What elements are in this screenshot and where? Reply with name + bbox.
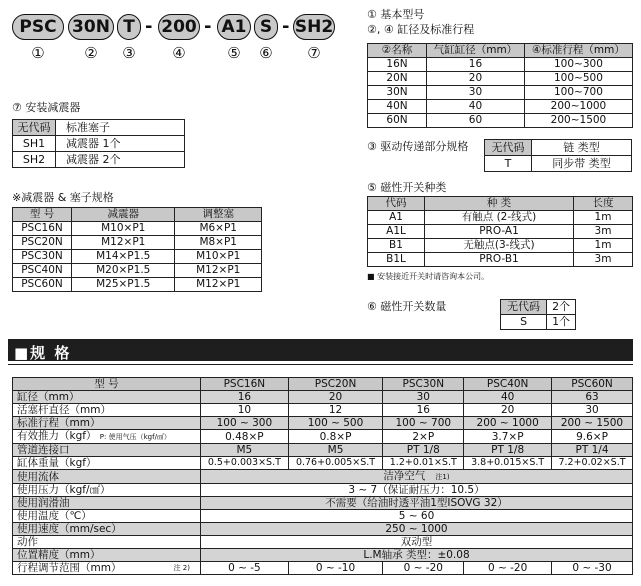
row-label: 使用速度（mm/sec） (13, 523, 201, 536)
cell: 无代码 (13, 120, 56, 136)
cell: 12 (288, 404, 383, 417)
cell: 0.5+0.003×S.T (201, 457, 289, 470)
cell: 0 ~ -20 (464, 562, 552, 575)
row-label: 使用润滑油 (13, 497, 201, 510)
cell: 0.8×P (288, 430, 383, 444)
table-row (368, 100, 633, 114)
code-num: ④ (172, 44, 186, 62)
table-row (13, 457, 633, 470)
cell: 16 (427, 58, 525, 72)
row-label: 动作 (13, 536, 201, 549)
cell: 1个 (547, 315, 576, 330)
row-label: 活塞杆直径（mm） (13, 404, 201, 417)
row-label: 管道连接口 (13, 444, 201, 457)
code-part-basic: PSC (12, 14, 64, 40)
cell: 2个 (547, 300, 576, 315)
switch-qty-label: ⑥ 磁性开关数量 (367, 300, 447, 313)
code-num: ① (31, 44, 45, 62)
cell: 40N (368, 100, 427, 114)
cell: A1L (368, 225, 425, 239)
row-label: 位置精度（mm） (13, 549, 201, 562)
table-row (13, 264, 262, 278)
damper-spec-label: ※减震器 & 塞子规格 (12, 191, 114, 204)
cell: M10×P1 (175, 250, 262, 264)
cell: 0 ~ -30 (552, 562, 633, 575)
cell: B1L (368, 253, 425, 267)
table-row (13, 136, 185, 152)
damper-spec-table (12, 207, 262, 292)
damper-table (12, 119, 185, 168)
cell: PRO-B1 (425, 253, 574, 267)
cell: 3m (574, 225, 633, 239)
cell: M25×P1.5 (72, 278, 175, 292)
cell: 3.7×P (464, 430, 552, 444)
table-row (13, 120, 185, 136)
table-row (13, 222, 262, 236)
cell: B1 (368, 239, 425, 253)
cell: 链 类型 (532, 140, 632, 156)
table-header: 减震器 (72, 208, 175, 222)
table-row (368, 239, 633, 253)
cell: 63 (552, 391, 633, 404)
row-label: 使用温度（℃） (13, 510, 201, 523)
table-header: PSC16N (201, 378, 289, 391)
cell: M12×P1 (175, 264, 262, 278)
cell: 30 (427, 86, 525, 100)
row-label-text: 行程调节范围（mm） (17, 562, 122, 574)
table-header: 种 类 (425, 197, 574, 211)
cell: 250 ~ 1000 (201, 523, 633, 536)
cell: 10 (201, 404, 289, 417)
table-row (501, 300, 576, 315)
cell: 2×P (383, 430, 464, 444)
code-dash: - (145, 16, 153, 37)
cell: PSC30N (13, 250, 72, 264)
cell: 100 ~ 500 (288, 417, 383, 430)
cell: 0.76+0.005×S.T (288, 457, 383, 470)
cell: SH1 (13, 136, 56, 152)
table-header: 代码 (368, 197, 425, 211)
cell: 有触点 (2-线式) (425, 211, 574, 225)
table-row (13, 278, 262, 292)
spec-rule (8, 364, 633, 365)
table-row (13, 430, 633, 444)
cell: 100 ~ 700 (383, 417, 464, 430)
table-row (13, 562, 633, 575)
cell: 200 ~ 1000 (464, 417, 552, 430)
cell: 16 (383, 404, 464, 417)
table-header: PSC30N (383, 378, 464, 391)
row-label: 缸体重量（kgf） (13, 457, 201, 470)
code-part-stroke: 200 (158, 14, 200, 40)
cell: 双动型 (201, 536, 633, 549)
cell: 20 (427, 72, 525, 86)
row-label-text: 有效推力（kgf） (17, 430, 97, 442)
row-label: 标准行程（mm） (13, 417, 201, 430)
row-label (13, 562, 201, 575)
cell: 100~300 (524, 58, 632, 72)
code-num: ⑦ (307, 44, 321, 62)
row-label: 使用流体 (13, 470, 201, 484)
table-row (501, 315, 576, 330)
drive-label: ③ 驱动传递部分规格 (367, 140, 469, 153)
cell: 7.2+0.02×S.T (552, 457, 633, 470)
cell: 200~1000 (524, 100, 632, 114)
code-part-switch-qty: S (254, 14, 278, 40)
cell: T (485, 156, 532, 172)
table-header: 长度 (574, 197, 633, 211)
cell: SH2 (13, 152, 56, 168)
cell: M8×P1 (175, 236, 262, 250)
cell: 60N (368, 114, 427, 128)
cell: 1m (574, 239, 633, 253)
table-row (368, 211, 633, 225)
code-part-bore: 30N (68, 14, 114, 40)
drive-table (484, 139, 632, 172)
cell: 减震器 2个 (56, 152, 185, 168)
cell (201, 470, 633, 484)
switch-type-table (367, 196, 633, 267)
code-dash: - (204, 16, 212, 37)
cell: 30 (552, 404, 633, 417)
table-row (485, 156, 632, 172)
cell: 1m (574, 211, 633, 225)
cell: M5 (201, 444, 289, 457)
cell: M14×P1.5 (72, 250, 175, 264)
table-row (13, 510, 633, 523)
cell: 3m (574, 253, 633, 267)
cell: 0 ~ -10 (288, 562, 383, 575)
bore-stroke-table (367, 43, 633, 128)
cell: L.M轴承 类型：±0.08 (201, 549, 633, 562)
cell: 20 (288, 391, 383, 404)
table-row (13, 484, 633, 497)
table-row (13, 152, 185, 168)
bore-stroke-label: ②, ④ 缸径及标准行程 (367, 23, 475, 36)
cell: 无代码 (501, 300, 547, 315)
cell-note: 注1) (435, 473, 450, 481)
table-header: 气缸缸径（mm） (427, 44, 525, 58)
code-dash: - (282, 16, 290, 37)
table-row (368, 72, 633, 86)
switch-qty-table (500, 299, 576, 330)
basic-model-label: ① 基本型号 (367, 8, 425, 21)
cell: 同步带 类型 (532, 156, 632, 172)
cell: 0 ~ -5 (201, 562, 289, 575)
cell: 不需要（给油时透平油1型ISOVG 32） (201, 497, 633, 510)
cell: 5 ~ 60 (201, 510, 633, 523)
row-note: 注 2) (173, 564, 190, 572)
cell: 9.6×P (552, 430, 633, 444)
table-row (13, 470, 633, 484)
switch-type-label: ⑤ 磁性开关种类 (367, 181, 447, 194)
table-header: 型 号 (13, 378, 201, 391)
code-num: ② (84, 44, 98, 62)
cell: M12×P1 (72, 236, 175, 250)
cell: S (501, 315, 547, 330)
cell: M12×P1 (175, 278, 262, 292)
table-row (13, 250, 262, 264)
table-row (13, 497, 633, 510)
cell: 1.2+0.01×S.T (383, 457, 464, 470)
cell: M10×P1 (72, 222, 175, 236)
table-row (368, 86, 633, 100)
row-note: P: 使用气压（kgf/㎠） (99, 433, 171, 441)
code-num: ⑤ (227, 44, 241, 62)
cell-text: 洁净空气 (383, 470, 426, 482)
table-header: 型 号 (13, 208, 72, 222)
row-label: 使用压力（kgf/㎠） (13, 484, 201, 497)
cell: 0 ~ -20 (383, 562, 464, 575)
switch-note: ■ 安装接近开关时请咨询本公司。 (367, 272, 490, 281)
table-header: PSC60N (552, 378, 633, 391)
cell: 20 (464, 404, 552, 417)
table-row (368, 58, 633, 72)
cell: 200~1500 (524, 114, 632, 128)
table-header: PSC20N (288, 378, 383, 391)
cell: 减震器 1个 (56, 136, 185, 152)
cell: 100 ~ 300 (201, 417, 289, 430)
cell: PSC40N (13, 264, 72, 278)
spec-banner (8, 339, 633, 361)
cell: 20N (368, 72, 427, 86)
code-part-damper: SH2 (293, 14, 335, 40)
cell: PT 1/4 (552, 444, 633, 457)
cell: 16N (368, 58, 427, 72)
cell: 40 (427, 100, 525, 114)
table-row (13, 417, 633, 430)
table-header: 调整塞 (175, 208, 262, 222)
cell: 0.48×P (201, 430, 289, 444)
cell: PT 1/8 (383, 444, 464, 457)
cell: 200 ~ 1500 (552, 417, 633, 430)
code-num: ⑥ (259, 44, 273, 62)
cell: M6×P1 (175, 222, 262, 236)
cell: 30N (368, 86, 427, 100)
cell: 30 (383, 391, 464, 404)
table-row (13, 236, 262, 250)
cell: 100~500 (524, 72, 632, 86)
table-row (13, 444, 633, 457)
table-header: ②名称 (368, 44, 427, 58)
cell: M5 (288, 444, 383, 457)
cell: 3 ~ 7（保证耐压力：10.5） (201, 484, 633, 497)
cell: 16 (201, 391, 289, 404)
spec-title: ■规 格 (14, 344, 72, 362)
cell: PT 1/8 (464, 444, 552, 457)
table-header: ④标准行程（mm） (524, 44, 632, 58)
code-num: ③ (122, 44, 136, 62)
table-row (368, 225, 633, 239)
cell: M20×P1.5 (72, 264, 175, 278)
cell: 3.8+0.015×S.T (464, 457, 552, 470)
cell: 无代码 (485, 140, 532, 156)
table-row (368, 253, 633, 267)
cell: PSC16N (13, 222, 72, 236)
code-part-drive: T (117, 14, 141, 40)
code-part-switch: A1 (217, 14, 251, 40)
table-row (368, 114, 633, 128)
table-row (13, 549, 633, 562)
table-row (13, 391, 633, 404)
table-row (485, 140, 632, 156)
cell: 标准塞子 (56, 120, 185, 136)
damper-label: ⑦ 安装减震器 (12, 101, 81, 114)
cell: 100~700 (524, 86, 632, 100)
cell: 无触点(3-线式) (425, 239, 574, 253)
table-row (13, 536, 633, 549)
row-label: 缸径（mm） (13, 391, 201, 404)
table-row (13, 404, 633, 417)
cell: 40 (464, 391, 552, 404)
spec-table (12, 377, 633, 575)
cell: PRO-A1 (425, 225, 574, 239)
cell: PSC20N (13, 236, 72, 250)
table-row (13, 523, 633, 536)
row-label (13, 430, 201, 444)
cell: PSC60N (13, 278, 72, 292)
cell: 60 (427, 114, 525, 128)
cell: A1 (368, 211, 425, 225)
table-header: PSC40N (464, 378, 552, 391)
